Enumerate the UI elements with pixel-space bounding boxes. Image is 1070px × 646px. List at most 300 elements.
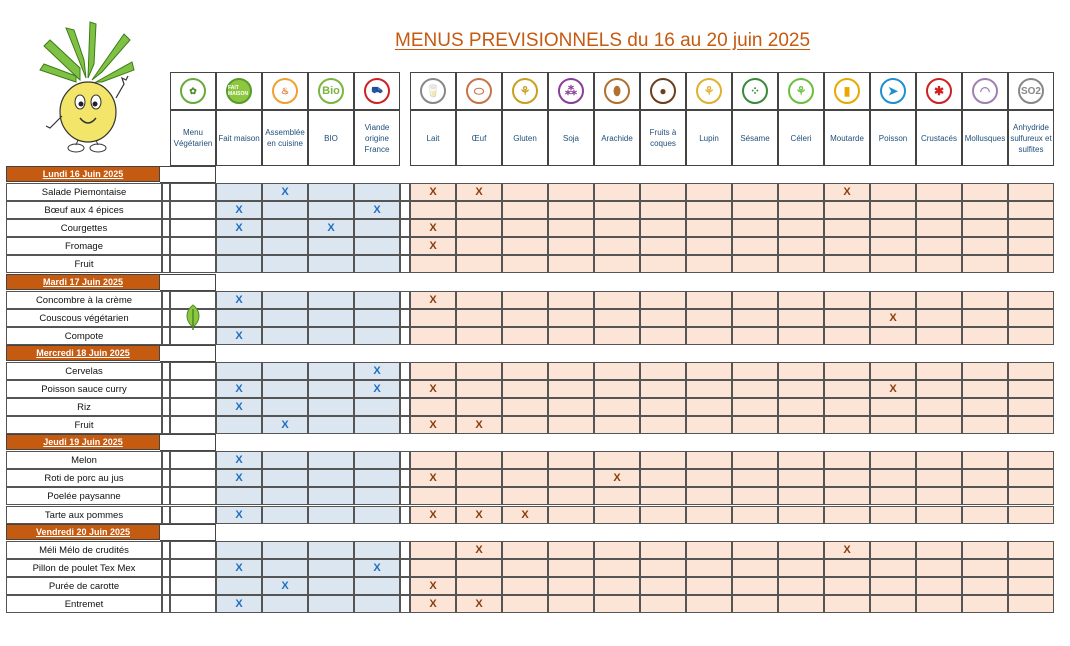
allergen-cell — [548, 559, 594, 577]
allergen-cell — [410, 398, 456, 416]
allergen-cell — [778, 309, 824, 327]
allergen-cell — [1008, 291, 1054, 309]
allergen-cell — [870, 595, 916, 613]
mollusc-icon: ◠ — [972, 78, 998, 104]
allergen-cell — [778, 237, 824, 255]
allergen-cell — [778, 469, 824, 487]
feature-cell — [354, 183, 400, 201]
allergen-cell — [594, 506, 640, 524]
allergen-cell — [962, 380, 1008, 398]
allergen-cell — [778, 255, 824, 273]
bio-icon: Bio — [318, 78, 344, 104]
feature-cell — [216, 577, 262, 595]
allergen-cell — [870, 487, 916, 505]
allergen-cell — [594, 380, 640, 398]
allergen-cell — [870, 577, 916, 595]
allergen-cell — [594, 487, 640, 505]
feature-cell: X — [216, 559, 262, 577]
allergen-cell — [410, 559, 456, 577]
feature-cell: X — [216, 451, 262, 469]
allergen-cell — [640, 255, 686, 273]
feature-cell — [216, 255, 262, 273]
allergen-cell — [778, 183, 824, 201]
allergen-cell — [594, 362, 640, 380]
dish-name: Cervelas — [6, 362, 162, 380]
allergen-cell — [456, 291, 502, 309]
allergen-cell — [548, 291, 594, 309]
feature-cell — [354, 451, 400, 469]
allergen-cell — [410, 362, 456, 380]
gluten-icon: ⚘ — [512, 78, 538, 104]
feature-cell: X — [216, 291, 262, 309]
day-header-spacer — [160, 345, 216, 362]
allergen-cell — [686, 237, 732, 255]
feature-cell — [262, 506, 308, 524]
allergen-cell — [870, 541, 916, 559]
allergen-cell — [916, 219, 962, 237]
allergen-cell — [824, 255, 870, 273]
row-spacer — [400, 577, 410, 595]
dish-name: Fruit — [6, 255, 162, 273]
allergen-cell — [870, 416, 916, 434]
row-spacer — [162, 469, 170, 487]
row-spacer — [400, 398, 410, 416]
allergen-column-header: Anhydride sulfureux et sulfites — [1008, 110, 1054, 166]
allergen-cell — [870, 237, 916, 255]
allergen-cell — [1008, 398, 1054, 416]
allergen-cell — [686, 201, 732, 219]
allergen-cell — [962, 201, 1008, 219]
vegetarian-leaf-icon — [183, 303, 203, 331]
feature-cell — [262, 219, 308, 237]
allergen-cell: X — [824, 183, 870, 201]
allergen-cell — [1008, 362, 1054, 380]
allergen-cell — [410, 487, 456, 505]
dish-name: Entremet — [6, 595, 162, 613]
allergen-cell — [916, 398, 962, 416]
allergen-cell — [916, 201, 962, 219]
row-spacer — [400, 183, 410, 201]
allergen-cell — [594, 255, 640, 273]
allergen-cell — [686, 255, 732, 273]
allergen-cell — [916, 559, 962, 577]
allergen-cell — [732, 183, 778, 201]
feature-cell — [216, 362, 262, 380]
dish-name: Fromage — [6, 237, 162, 255]
day-header: Mercredi 18 Juin 2025 — [6, 345, 160, 361]
allergen-cell — [1008, 309, 1054, 327]
feature-cell — [308, 327, 354, 345]
allergen-cell — [594, 183, 640, 201]
allergen-cell — [502, 559, 548, 577]
allergen-cell — [732, 237, 778, 255]
feature-cell — [262, 541, 308, 559]
allergen-cell: X — [410, 506, 456, 524]
allergen-icon-cell — [962, 72, 1008, 110]
row-spacer — [400, 541, 410, 559]
dish-name: Fruit — [6, 416, 162, 434]
allergen-cell — [778, 506, 824, 524]
feature-cell — [308, 380, 354, 398]
feature-cell: X — [354, 559, 400, 577]
row-spacer — [400, 327, 410, 345]
allergen-cell — [686, 362, 732, 380]
allergen-cell — [686, 327, 732, 345]
allergen-cell — [456, 469, 502, 487]
vegetarian-cell — [170, 469, 216, 487]
allergen-cell — [456, 380, 502, 398]
allergen-cell — [824, 291, 870, 309]
allergen-cell — [640, 362, 686, 380]
allergen-icon-cell — [686, 72, 732, 110]
allergen-icon-cell — [732, 72, 778, 110]
allergen-cell — [732, 398, 778, 416]
allergen-cell — [502, 541, 548, 559]
row-spacer — [400, 291, 410, 309]
allergen-cell — [640, 219, 686, 237]
allergen-cell — [962, 541, 1008, 559]
allergen-column-header: Moutarde — [824, 110, 870, 166]
feature-cell — [354, 219, 400, 237]
allergen-cell — [640, 327, 686, 345]
allergen-cell — [732, 451, 778, 469]
feature-cell — [262, 451, 308, 469]
feature-cell — [262, 380, 308, 398]
egg-icon: ⬭ — [466, 78, 492, 104]
vegetarian-cell — [170, 398, 216, 416]
allergen-cell — [456, 237, 502, 255]
feature-cell — [308, 255, 354, 273]
row-spacer — [162, 255, 170, 273]
allergen-cell — [916, 487, 962, 505]
allergen-cell — [824, 327, 870, 345]
feature-cell — [354, 541, 400, 559]
allergen-cell — [686, 291, 732, 309]
feature-icon-cell — [216, 72, 262, 110]
feature-column-header: Menu Végétarien — [170, 110, 216, 166]
allergen-cell — [1008, 237, 1054, 255]
allergen-cell — [594, 451, 640, 469]
row-spacer — [162, 451, 170, 469]
allergen-cell — [686, 183, 732, 201]
row-spacer — [400, 559, 410, 577]
feature-cell — [308, 487, 354, 505]
allergen-cell: X — [456, 416, 502, 434]
allergen-cell — [916, 451, 962, 469]
allergen-cell — [548, 237, 594, 255]
allergen-cell — [502, 416, 548, 434]
feature-cell — [354, 577, 400, 595]
allergen-cell — [778, 487, 824, 505]
vegetarian-cell — [170, 595, 216, 613]
row-spacer — [162, 183, 170, 201]
allergen-icon-cell — [502, 72, 548, 110]
nuts-icon: ● — [650, 78, 676, 104]
allergen-icon-cell — [916, 72, 962, 110]
allergen-icon-cell — [456, 72, 502, 110]
allergen-cell — [870, 327, 916, 345]
vegetarian-cell — [170, 219, 216, 237]
allergen-cell — [1008, 469, 1054, 487]
allergen-cell — [962, 398, 1008, 416]
allergen-cell — [640, 416, 686, 434]
row-spacer — [162, 362, 170, 380]
allergen-cell — [640, 595, 686, 613]
feature-cell: X — [216, 219, 262, 237]
vegetarian-cell — [170, 416, 216, 434]
row-spacer — [162, 201, 170, 219]
fait-maison-icon: FAIT MAISON — [226, 78, 252, 104]
allergen-cell — [1008, 451, 1054, 469]
allergen-cell — [686, 487, 732, 505]
feature-cell — [262, 327, 308, 345]
allergen-cell — [824, 362, 870, 380]
vegetarian-cell — [170, 577, 216, 595]
allergen-cell — [732, 362, 778, 380]
allergen-cell — [1008, 595, 1054, 613]
feature-cell: X — [216, 201, 262, 219]
allergen-cell — [686, 541, 732, 559]
dish-name: Tarte aux pommes — [6, 506, 162, 524]
allergen-column-header: Sésame — [732, 110, 778, 166]
feature-cell — [354, 487, 400, 505]
allergen-icon-cell — [594, 72, 640, 110]
allergen-icon-cell — [870, 72, 916, 110]
allergen-cell — [548, 469, 594, 487]
feature-cell — [308, 595, 354, 613]
allergen-cell — [962, 237, 1008, 255]
allergen-cell — [778, 451, 824, 469]
allergen-cell — [778, 595, 824, 613]
dish-name: Riz — [6, 398, 162, 416]
vegetarian-cell — [170, 201, 216, 219]
feature-cell: X — [354, 380, 400, 398]
feature-icon-cell — [354, 72, 400, 110]
allergen-cell: X — [456, 183, 502, 201]
dish-name: Salade Piemontaise — [6, 183, 162, 201]
allergen-cell — [824, 201, 870, 219]
allergen-cell — [686, 398, 732, 416]
allergen-cell — [916, 309, 962, 327]
allergen-cell — [870, 362, 916, 380]
allergen-cell — [640, 487, 686, 505]
allergen-cell — [548, 416, 594, 434]
lupin-icon: ⚘ — [696, 78, 722, 104]
feature-icon-cell — [308, 72, 354, 110]
allergen-cell — [594, 398, 640, 416]
allergen-cell — [456, 398, 502, 416]
feature-cell — [354, 237, 400, 255]
allergen-cell — [870, 183, 916, 201]
allergen-cell — [1008, 380, 1054, 398]
allergen-cell — [640, 469, 686, 487]
feature-column-header: BIO — [308, 110, 354, 166]
dish-name: Poelée paysanne — [6, 487, 162, 505]
allergen-cell — [640, 506, 686, 524]
allergen-cell — [824, 380, 870, 398]
feature-cell — [354, 506, 400, 524]
allergen-cell: X — [410, 291, 456, 309]
allergen-cell — [1008, 219, 1054, 237]
row-spacer — [400, 416, 410, 434]
allergen-cell — [962, 309, 1008, 327]
allergen-cell: X — [456, 541, 502, 559]
dish-name: Bœuf aux 4 épices — [6, 201, 162, 219]
feature-cell — [354, 291, 400, 309]
allergen-cell — [686, 469, 732, 487]
milk-icon: 🥛 — [420, 78, 446, 104]
allergen-cell — [502, 291, 548, 309]
day-header: Vendredi 20 Juin 2025 — [6, 524, 160, 540]
allergen-column-header: Poisson — [870, 110, 916, 166]
feature-cell — [354, 398, 400, 416]
allergen-cell — [732, 291, 778, 309]
allergen-cell — [824, 559, 870, 577]
allergen-cell — [1008, 183, 1054, 201]
allergen-cell — [548, 451, 594, 469]
allergen-cell — [686, 506, 732, 524]
allergen-cell — [778, 201, 824, 219]
day-header-spacer — [160, 274, 216, 291]
allergen-cell — [962, 362, 1008, 380]
feature-cell — [216, 416, 262, 434]
feature-cell — [354, 595, 400, 613]
allergen-cell — [456, 309, 502, 327]
allergen-cell — [916, 416, 962, 434]
allergen-icon-cell — [1008, 72, 1054, 110]
allergen-cell — [870, 219, 916, 237]
feature-cell — [216, 309, 262, 327]
allergen-cell — [778, 219, 824, 237]
allergen-cell — [824, 416, 870, 434]
allergen-cell — [824, 506, 870, 524]
allergen-cell — [640, 559, 686, 577]
allergen-cell — [824, 487, 870, 505]
allergen-column-header: Mollusques — [962, 110, 1008, 166]
feature-cell — [308, 309, 354, 327]
row-spacer — [162, 398, 170, 416]
allergen-cell — [916, 541, 962, 559]
allergen-column-header: Œuf — [456, 110, 502, 166]
allergen-cell — [686, 380, 732, 398]
allergen-cell — [916, 362, 962, 380]
feature-cell — [262, 398, 308, 416]
allergen-cell — [732, 327, 778, 345]
allergen-cell — [502, 362, 548, 380]
allergen-cell — [548, 577, 594, 595]
allergen-cell — [502, 327, 548, 345]
allergen-cell — [962, 469, 1008, 487]
allergen-cell — [548, 255, 594, 273]
allergen-cell — [1008, 506, 1054, 524]
allergen-cell — [962, 577, 1008, 595]
allergen-cell — [686, 416, 732, 434]
allergen-cell — [548, 595, 594, 613]
allergen-cell — [502, 398, 548, 416]
allergen-cell: X — [410, 183, 456, 201]
row-spacer — [400, 380, 410, 398]
allergen-cell — [824, 469, 870, 487]
allergen-cell — [640, 398, 686, 416]
row-spacer — [162, 327, 170, 345]
allergen-cell — [916, 183, 962, 201]
allergen-cell — [732, 309, 778, 327]
allergen-cell — [1008, 327, 1054, 345]
feature-cell: X — [216, 506, 262, 524]
allergen-cell — [502, 183, 548, 201]
allergen-cell — [410, 201, 456, 219]
allergen-cell — [456, 219, 502, 237]
allergen-cell — [778, 541, 824, 559]
allergen-cell — [962, 255, 1008, 273]
day-header-spacer — [160, 524, 216, 541]
feature-cell — [354, 327, 400, 345]
allergen-cell — [732, 541, 778, 559]
vegetarian-leaf-icon: ✿ — [180, 78, 206, 104]
row-spacer — [400, 451, 410, 469]
allergen-cell — [870, 559, 916, 577]
allergen-cell — [456, 559, 502, 577]
day-header-spacer — [160, 166, 216, 183]
allergen-cell — [778, 327, 824, 345]
allergen-cell — [548, 327, 594, 345]
allergen-cell — [594, 291, 640, 309]
row-spacer — [162, 559, 170, 577]
allergen-cell — [640, 380, 686, 398]
allergen-cell — [824, 398, 870, 416]
feature-cell: X — [216, 327, 262, 345]
allergen-cell — [732, 219, 778, 237]
feature-cell: X — [262, 577, 308, 595]
allergen-cell — [962, 291, 1008, 309]
feature-cell — [262, 595, 308, 613]
feature-cell — [308, 577, 354, 595]
allergen-cell — [456, 201, 502, 219]
allergen-cell — [594, 309, 640, 327]
dish-name: Purée de carotte — [6, 577, 162, 595]
allergen-cell — [1008, 201, 1054, 219]
allergen-cell — [962, 595, 1008, 613]
feature-cell — [216, 487, 262, 505]
feature-cell — [308, 237, 354, 255]
vegetarian-cell — [170, 380, 216, 398]
allergen-cell — [962, 487, 1008, 505]
allergen-cell — [778, 416, 824, 434]
row-spacer — [162, 237, 170, 255]
allergen-cell — [732, 506, 778, 524]
feature-cell — [308, 506, 354, 524]
crustacean-icon: ✱ — [926, 78, 952, 104]
france-origin-icon: ⛟ — [364, 78, 390, 104]
row-spacer — [162, 487, 170, 505]
day-header: Mardi 17 Juin 2025 — [6, 274, 160, 290]
allergen-cell — [962, 506, 1008, 524]
feature-cell — [308, 416, 354, 434]
allergen-cell: X — [410, 416, 456, 434]
feature-cell — [262, 255, 308, 273]
assembled-kitchen-icon: ♨ — [272, 78, 298, 104]
row-spacer — [162, 595, 170, 613]
allergen-cell — [824, 219, 870, 237]
feature-cell — [262, 237, 308, 255]
dish-name: Roti de porc au jus — [6, 469, 162, 487]
allergen-cell — [870, 451, 916, 469]
allergen-icon-cell — [824, 72, 870, 110]
allergen-cell — [1008, 541, 1054, 559]
feature-cell: X — [216, 595, 262, 613]
dish-name: Compote — [6, 327, 162, 345]
allergen-icon-cell — [410, 72, 456, 110]
